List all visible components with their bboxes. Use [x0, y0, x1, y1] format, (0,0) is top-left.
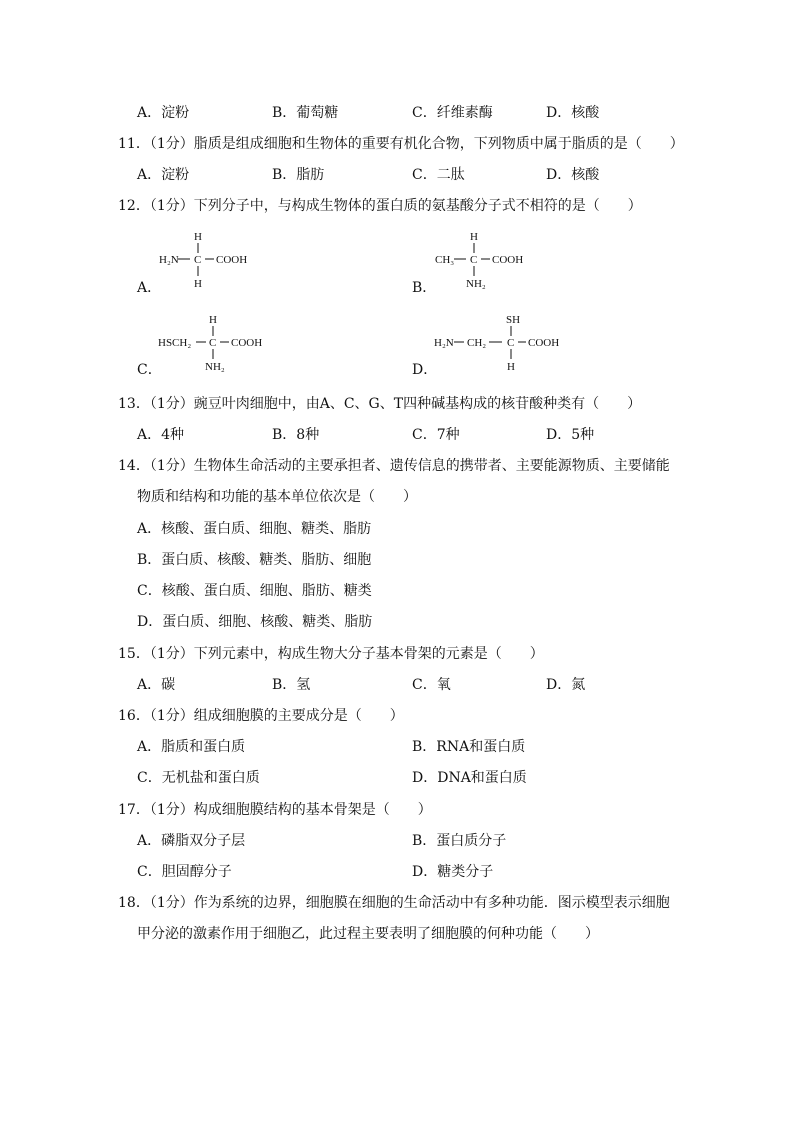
atom-bottom: H: [194, 278, 202, 290]
group-right: COOH: [528, 337, 560, 349]
option-a[interactable]: A．磷脂双分子层: [137, 833, 246, 849]
structure-b: [426, 226, 556, 296]
group-left: CH₃: [435, 254, 455, 266]
group-bottom: NH₂: [205, 361, 225, 373]
option-d[interactable]: D．蛋白质、细胞、核酸、糖类、脂肪: [137, 614, 373, 630]
question-stem: 17．（1分）构成细胞膜结构的基本骨架是（ ）: [118, 802, 432, 818]
option-d[interactable]: D．糖类分子: [412, 864, 494, 880]
option-c-letter[interactable]: C．: [137, 362, 162, 378]
option-b[interactable]: B．蛋白质分子: [412, 833, 507, 849]
structure-c: [150, 309, 290, 379]
option-c[interactable]: C．氧: [412, 677, 451, 693]
option-a-letter[interactable]: A．: [137, 280, 162, 296]
question-stem-line-2: 物质和结构和功能的基本单位依次是（ ）: [137, 489, 417, 505]
group-top: SH: [506, 314, 521, 326]
atom-top: H: [470, 231, 478, 243]
question-stem-line-2: 甲分泌的激素作用于细胞乙，此过程主要表明了细胞膜的何种功能（ ）: [137, 926, 599, 942]
option-b[interactable]: B．RNA和蛋白质: [412, 739, 526, 755]
group-left: H₂N: [159, 254, 179, 266]
group-right: COOH: [492, 254, 524, 266]
option-a[interactable]: A．淀粉: [137, 105, 190, 121]
group-bottom: NH₂: [466, 278, 486, 290]
carbon-center: C: [194, 254, 202, 266]
option-c[interactable]: C．二肽: [412, 167, 465, 183]
option-d[interactable]: D．DNA和蛋白质: [412, 770, 527, 786]
option-a[interactable]: A．碳: [137, 677, 176, 693]
option-b[interactable]: B．氢: [272, 677, 311, 693]
carbon-center: C: [209, 337, 217, 349]
option-d[interactable]: D．核酸: [546, 105, 600, 121]
option-c[interactable]: C．纤维素酶: [412, 105, 493, 121]
group-right: COOH: [231, 337, 263, 349]
atom-bottom: H: [507, 361, 515, 373]
question-stem-line-1: 18．（1分）作为系统的边界，细胞膜在细胞的生命活动中有多种功能．图示模型表示细胞: [118, 895, 670, 911]
carbon-center: C: [507, 337, 515, 349]
option-b[interactable]: B．脂肪: [272, 167, 325, 183]
option-c[interactable]: C．核酸、蛋白质、细胞、脂肪、糖类: [137, 583, 372, 599]
question-stem: 16．（1分）组成细胞膜的主要成分是（ ）: [118, 708, 404, 724]
option-d[interactable]: D．5种: [546, 427, 595, 443]
option-c[interactable]: C．胆固醇分子: [137, 864, 232, 880]
carbon-center: C: [470, 254, 478, 266]
option-d[interactable]: D．核酸: [546, 167, 600, 183]
option-d[interactable]: D．氮: [546, 677, 586, 693]
group-left: HSCH₂: [158, 337, 192, 349]
option-b[interactable]: B．蛋白质、核酸、糖类、脂肪、细胞: [137, 552, 372, 568]
option-a[interactable]: A．淀粉: [137, 167, 190, 183]
option-d-letter[interactable]: D．: [412, 362, 438, 378]
option-b-letter[interactable]: B．: [412, 280, 437, 296]
option-a[interactable]: A．4种: [137, 427, 185, 443]
option-c[interactable]: C．7种: [412, 427, 460, 443]
question-stem: 12．（1分）下列分子中，与构成生物体的蛋白质的氨基酸分子式不相符的是（ ）: [118, 198, 642, 214]
group-middle: CH₂: [467, 337, 487, 349]
group-right: COOH: [216, 254, 248, 266]
question-stem: 13．（1分）豌豆叶肉细胞中，由A、C、G、T四种碱基构成的核苷酸种类有（ ）: [118, 396, 642, 412]
question-stem-line-1: 14．（1分）生物体生命活动的主要承担者、遗传信息的携带者、主要能源物质、主要储能: [118, 458, 670, 474]
question-stem: 15．（1分）下列元素中，构成生物大分子基本骨架的元素是（ ）: [118, 646, 544, 662]
atom-top: H: [194, 231, 202, 243]
option-a[interactable]: A．脂质和蛋白质: [137, 739, 246, 755]
question-stem: 11．（1分）脂质是组成细胞和生物体的重要有机化合物，下列物质中属于脂质的是（ ）: [118, 136, 684, 152]
option-c[interactable]: C．无机盐和蛋白质: [137, 770, 260, 786]
option-b[interactable]: B．葡萄糖: [272, 105, 339, 121]
group-left: H₂N: [434, 337, 454, 349]
structure-d: [426, 309, 576, 379]
option-b[interactable]: B．8种: [272, 427, 320, 443]
structure-a: [150, 226, 280, 296]
atom-top: H: [209, 314, 217, 326]
option-a[interactable]: A．核酸、蛋白质、细胞、糖类、脂肪: [137, 521, 372, 537]
